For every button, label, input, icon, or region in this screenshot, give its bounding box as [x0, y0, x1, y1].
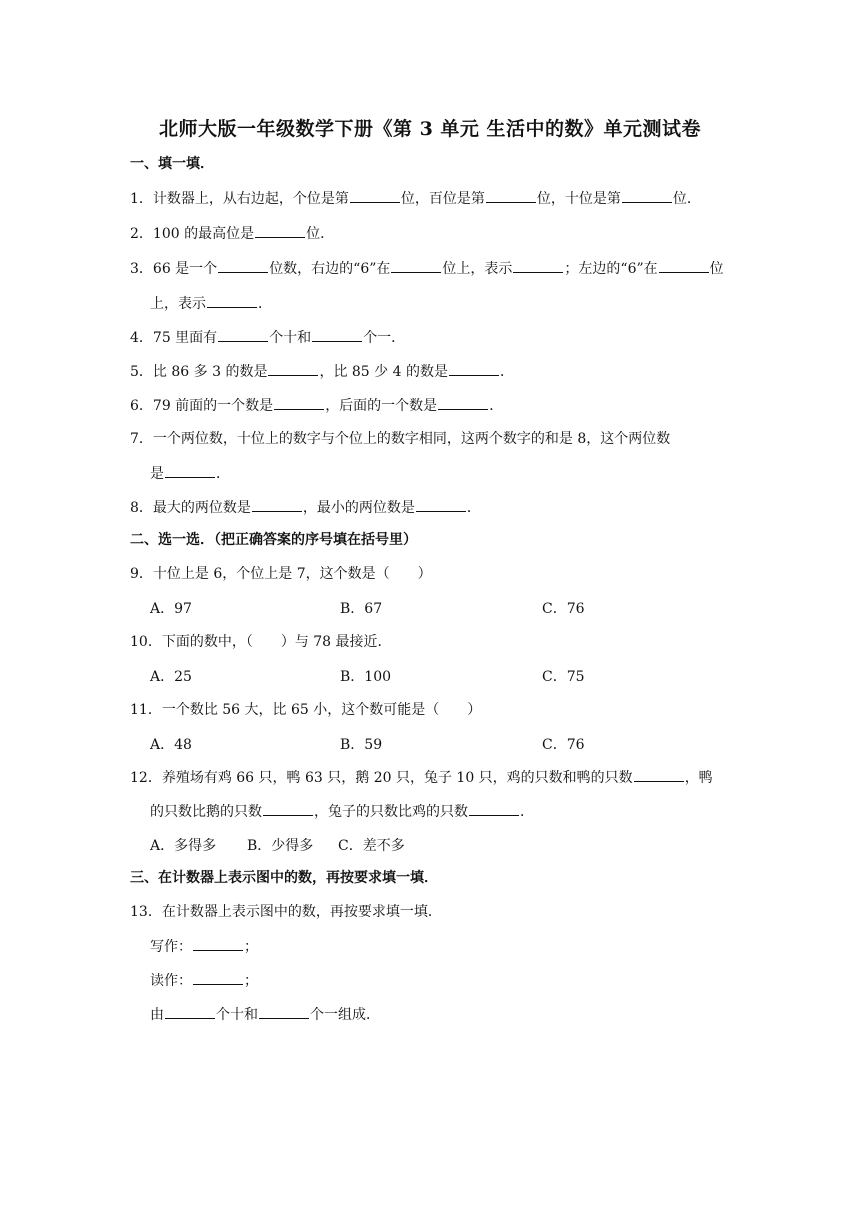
answer-blank[interactable] — [391, 258, 441, 273]
question-text: 下面的数中，（ — [161, 634, 253, 650]
question-text: 位上，表示 — [442, 261, 513, 277]
answer-blank[interactable] — [207, 293, 257, 308]
answer-blank[interactable] — [312, 327, 362, 342]
question-7-continued — [150, 463, 230, 484]
option-a[interactable]: A．97 — [150, 601, 192, 617]
question-text: 位，十位是第 — [536, 191, 621, 207]
question-number: 13． — [130, 904, 162, 920]
answer-blank[interactable] — [438, 395, 488, 410]
question-1 — [130, 188, 701, 209]
option-b[interactable]: B．少得多 — [247, 838, 314, 854]
question-text: 计数器上，从右边起，个位是第 — [152, 191, 349, 207]
answer-blank[interactable] — [259, 1004, 309, 1019]
question-6 — [130, 395, 503, 416]
question-5 — [130, 361, 514, 382]
answer-blank[interactable] — [218, 258, 268, 273]
read-as-label: 读作： — [150, 973, 192, 989]
question-text: 个一． — [363, 330, 406, 346]
answer-blank[interactable] — [513, 258, 563, 273]
option-a[interactable]: A．25 — [150, 669, 192, 685]
answer-blank[interactable] — [263, 801, 313, 816]
question-2 — [130, 223, 334, 244]
section-heading-abacus: 三、在计数器上表示图中的数，再按要求填一填． — [130, 870, 438, 886]
question-11 — [130, 700, 481, 720]
question-text: ． — [489, 398, 504, 414]
answer-blank[interactable] — [449, 361, 499, 376]
question-3-continued — [150, 293, 272, 314]
question-12 — [130, 767, 713, 788]
question-text: ）与 78 最接近． — [280, 634, 392, 650]
question-text: 养殖场有鸡 66 只，鸭 63 只，鹅 20 只，兔子 10 只，鸡的只数和鸭的只数 — [161, 770, 633, 786]
composition-line — [150, 1004, 380, 1025]
question-number: 10． — [130, 634, 162, 650]
question-text: 66 是一个 — [152, 261, 218, 277]
answer-blank[interactable] — [268, 361, 318, 376]
question-text: ，鸭 — [684, 770, 713, 786]
question-12-continued — [150, 801, 534, 822]
option-c[interactable]: C．差不多 — [338, 838, 405, 854]
question-text: 位数，右边的“6”在 — [269, 261, 391, 277]
question-text: 100 的最高位是 — [152, 226, 255, 242]
question-number: 12． — [130, 770, 162, 786]
section-heading-fill: 一、填一填． — [130, 156, 214, 172]
question-text: ． — [466, 500, 481, 516]
question-3 — [130, 258, 724, 279]
question-4 — [130, 327, 405, 348]
answer-blank[interactable] — [165, 1004, 215, 1019]
question-text: 在计数器上表示图中的数，再按要求填一填． — [161, 904, 442, 920]
option-a[interactable]: A．48 — [150, 737, 192, 753]
answer-blank[interactable] — [622, 188, 672, 203]
option-c[interactable]: C．76 — [542, 601, 585, 617]
question-9 — [130, 564, 432, 584]
question-text: ． — [499, 364, 514, 380]
question-text: 位 — [709, 261, 724, 277]
question-text: ． — [258, 296, 272, 312]
question-text: 位，百位是第 — [400, 191, 485, 207]
question-text: 的只数比鹅的只数 — [150, 804, 262, 820]
question-text: 一个两位数，十位上的数字与个位上的数字相同，这两个数字的和是 8，这个两位数 — [152, 431, 671, 447]
answer-blank[interactable] — [274, 395, 324, 410]
answer-blank[interactable] — [350, 188, 400, 203]
punctuation: ； — [244, 939, 258, 955]
question-number: 1． — [130, 191, 153, 207]
question-text: 79 前面的一个数是 — [152, 398, 274, 414]
question-text: 比 86 多 3 的数是 — [152, 364, 268, 380]
question-number: 9． — [130, 566, 153, 582]
answer-blank[interactable] — [416, 497, 466, 512]
question-7 — [130, 429, 670, 449]
option-b[interactable]: B．67 — [340, 601, 383, 617]
write-as-line — [150, 936, 258, 957]
question-text: 是 — [150, 466, 164, 482]
question-text: 上，表示 — [150, 296, 206, 312]
question-text: ） — [417, 566, 432, 582]
question-text: ，后面的一个数是 — [325, 398, 438, 414]
answer-blank[interactable] — [165, 463, 215, 478]
question-8 — [130, 497, 481, 518]
question-number: 6． — [130, 398, 153, 414]
question-text: 由 — [150, 1007, 164, 1023]
question-text: 最大的两位数是 — [152, 500, 251, 516]
option-c[interactable]: C．76 — [542, 737, 585, 753]
question-text: 十位上是 6，个位上是 7，这个数是（ — [152, 566, 390, 582]
question-text: 75 里面有 — [152, 330, 218, 346]
question-text: 个十和 — [216, 1007, 258, 1023]
question-text: 个一组成． — [310, 1007, 380, 1023]
question-text: ． — [520, 804, 534, 820]
question-number: 3． — [130, 261, 153, 277]
answer-blank[interactable] — [193, 970, 243, 985]
answer-blank[interactable] — [659, 258, 709, 273]
question-10 — [130, 632, 392, 652]
answer-blank[interactable] — [634, 767, 684, 782]
page-title: 北师大版一年级数学下册《第 3 单元 生活中的数》单元测试卷 — [158, 118, 702, 140]
option-b[interactable]: B．100 — [340, 669, 392, 685]
question-number: 5． — [130, 364, 153, 380]
option-a[interactable]: A．多得多 — [150, 838, 217, 854]
section-heading-choose: 二、选一选．（把正确答案的序号填在括号里） — [130, 532, 417, 548]
answer-blank[interactable] — [218, 327, 268, 342]
write-as-label: 写作： — [150, 939, 192, 955]
question-text: 位． — [306, 226, 335, 242]
answer-blank[interactable] — [193, 936, 243, 951]
question-text: ，最小的两位数是 — [302, 500, 415, 516]
question-text: ） — [467, 702, 482, 718]
answer-blank[interactable] — [252, 497, 302, 512]
question-text: ． — [216, 466, 230, 482]
question-text: ，比 85 少 4 的数是 — [319, 364, 448, 380]
question-number: 4． — [130, 330, 153, 346]
option-b[interactable]: B．59 — [340, 737, 383, 753]
question-text: 位． — [672, 191, 701, 207]
question-number: 11． — [130, 702, 162, 718]
question-number: 7． — [130, 431, 153, 447]
question-number: 2． — [130, 226, 153, 242]
question-text: 个十和 — [269, 330, 312, 346]
read-as-line — [150, 970, 258, 991]
option-c[interactable]: C．75 — [542, 669, 585, 685]
question-text: 一个数比 56 大，比 65 小，这个数可能是（ — [161, 702, 440, 718]
question-13 — [130, 902, 442, 922]
question-text: ，兔子的只数比鸡的只数 — [314, 804, 468, 820]
answer-blank[interactable] — [486, 188, 536, 203]
answer-blank[interactable] — [469, 801, 519, 816]
question-number: 8． — [130, 500, 153, 516]
question-text: ；左边的“6”在 — [564, 261, 658, 277]
punctuation: ； — [244, 973, 258, 989]
answer-blank[interactable] — [255, 223, 305, 238]
